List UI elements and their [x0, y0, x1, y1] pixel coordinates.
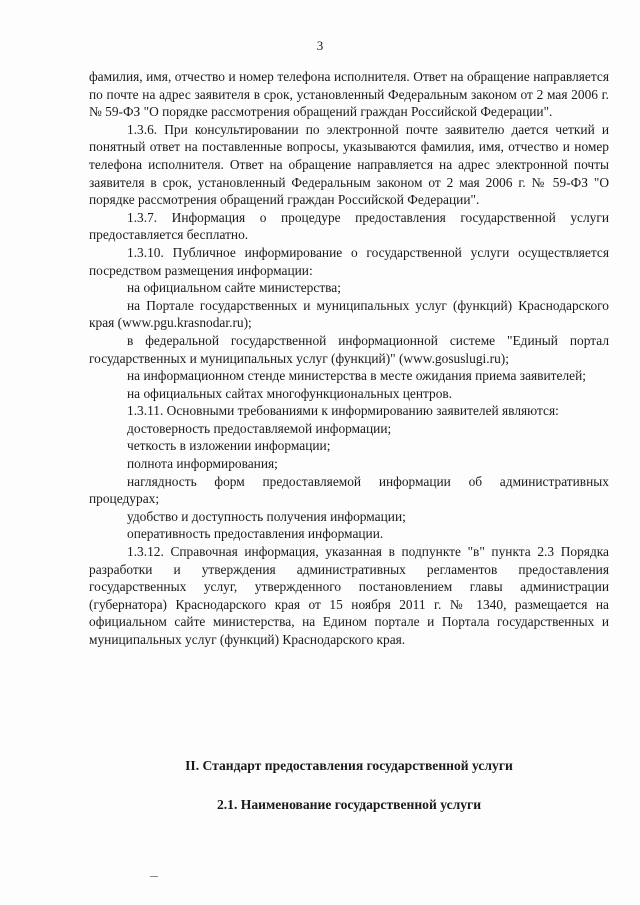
- list-item: оперативность предоставления информации.: [127, 526, 384, 542]
- list-item: на официальном сайте министерства;: [127, 280, 341, 296]
- list-item: полнота информирования;: [127, 456, 278, 472]
- list-item: четкость в изложении информации;: [127, 438, 331, 454]
- paragraph: 1.3.12. Справочная информация, указанная в подпункте "в" пункта 2.3 Порядка разработки и утверждения административных регламентов предоставления государственных услуг, утвержденного постановлением главы администрации (губернатора) Краснодарского края от 15 ноября 2011 г. № 1340, размещается на официальном сайте министерства, на Едином портале и Портала государственных и муниципальных услуг (функций) Краснодарского края.: [89, 544, 609, 647]
- section-heading: II. Стандарт предоставления государственной услуги: [185, 758, 513, 773]
- paragraph: 1.3.10. Публичное информирование о государственной услуги осуществляется посредством размещения информации:: [89, 244, 609, 278]
- list-item: на Портале государственных и муниципальных услуг (функций) Краснодарского края (www.pgu.krasnodar.ru);: [89, 297, 609, 331]
- paragraph: 1.3.6. При консультировании по электронной почте заявителю дается четкий и понятный ответ на поставленные вопросы, указываются фамилия, имя, отчество и номер телефона исполнителя. Ответ на обращение направляется на адрес электронной почты заявителя в срок, установленный Федеральным законом от 2 мая 2006 г. № 59-ФЗ "О порядке рассмотрения обращений граждан Российской Федерации".: [89, 121, 609, 208]
- list-item: в федеральной государственной информационной системе "Единый портал государственных и муниципальных услуг (функций)" (www.gosuslugi.ru);: [89, 332, 609, 366]
- scan-mark: [150, 876, 158, 877]
- subsection-heading: 2.1. Наименование государственной услуги: [216, 797, 482, 812]
- body-text: [89, 68, 609, 649]
- paragraph: фамилия, имя, отчество и номер телефона исполнителя. Ответ на обращение направляется по почте на адрес заявителя в срок, установленный Федеральным законом от 2 мая 2006 г. № 59-ФЗ "О порядке рассмотрения обращений граждан Российской Федерации".: [89, 69, 609, 120]
- page-number: 3: [316, 38, 324, 53]
- list-item: на официальных сайтах многофункциональных центров.: [127, 385, 453, 401]
- paragraph: 1.3.7. Информация о процедуре предоставления государственной услуги предоставляется бесплатно.: [89, 209, 609, 243]
- list-item: наглядность форм предоставляемой информации об административных процедурах;: [89, 473, 609, 507]
- paragraph: 1.3.11. Основными требованиями к информированию заявителей являются:: [127, 403, 559, 419]
- list-item: на информационном стенде министерства в месте ожидания приема заявителей;: [127, 368, 586, 384]
- list-item: удобство и доступность получения информации;: [127, 508, 406, 524]
- list-item: достоверность предоставляемой информации;: [127, 420, 392, 436]
